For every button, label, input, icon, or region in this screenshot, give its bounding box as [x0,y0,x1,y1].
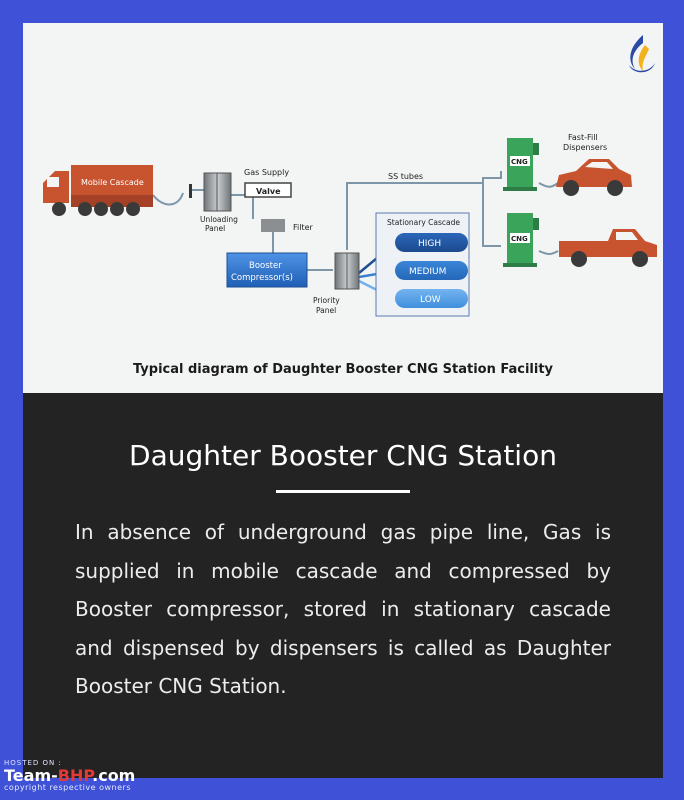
watermark-brand-a: Team- [4,766,58,785]
priority-label-2: Panel [316,306,337,315]
fast-fill-label-1: Fast-Fill [568,133,598,142]
watermark-brand [4,768,135,784]
gas-supply-label: Gas Supply [244,168,290,177]
pickup-icon [559,229,657,267]
watermark-copyright: copyright respective owners [4,783,131,792]
fast-fill-label-2: Dispensers [563,143,608,152]
diagram-panel [23,23,663,393]
section-body: In absence of underground gas pipe line, Gas is supplied in mobile cascade and compressed by Booster compressor, stored in stationary cascade and dispensed by dispensers is called as Daughter Booster CNG Station. [75,520,611,698]
watermark-brand-b: BHP [57,766,93,785]
watermark-brand-c: .com [92,766,136,785]
unloading-label-2: Panel [205,224,226,233]
tank-high-label: HIGH [418,239,442,249]
title-underline [276,490,410,493]
cng-label-1: CNG [511,158,528,166]
unloading-label-1: Unloading [200,215,238,224]
content-card [23,23,663,778]
watermark [4,760,135,792]
car-icon [556,159,632,196]
booster-label-2: Compressor(s) [231,273,293,283]
cng-label-2: CNG [511,235,528,243]
valve-label: Valve [256,187,281,196]
filter-icon [261,219,285,232]
section-title: Daughter Booster CNG Station [129,439,557,472]
stationary-cascade-label: Stationary Cascade [387,218,461,227]
flame-logo-icon [629,35,655,72]
watermark-hosted: HOSTED ON : [4,759,62,767]
filter-label: Filter [293,223,313,232]
mobile-cascade-label: Mobile Cascade [81,178,144,187]
tank-medium-label: MEDIUM [409,267,447,277]
truck-icon [43,165,153,216]
ss-tubes-label: SS tubes [388,172,424,181]
priority-label-1: Priority [313,296,340,305]
tank-low-label: LOW [420,295,441,305]
cng-station-diagram [23,23,663,393]
diagram-caption: Typical diagram of Daughter Booster CNG Station Facility [132,362,554,377]
booster-label-1: Booster [249,261,282,271]
